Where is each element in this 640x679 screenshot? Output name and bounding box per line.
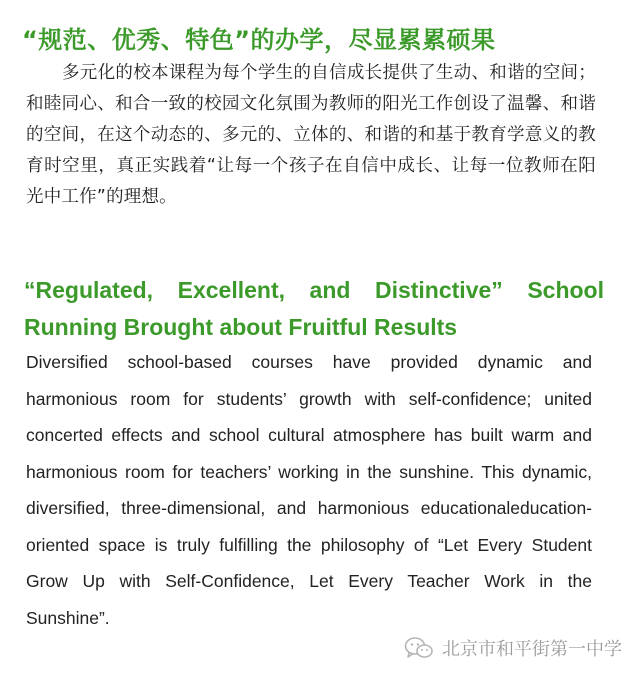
account-watermark: [404, 634, 622, 662]
watermark-text: 北京市和平街第一中学: [442, 639, 622, 660]
english-paragraph: Diversified school-based courses have provided dynamic and harmonious room for students’ growth with self-confidence; united concerted effects and school cultural atmosphere has built warm and harmonious room for teachers’ working in the sunshine. This dynamic, diversified, three-dimensional, and harmonious educationaleducation-oriented space is truly fulfilling the philosophy of “Let Every Student Grow Up with Self-Confidence, Let Every Teacher Work in the Sunshine”.: [26, 352, 592, 628]
english-heading: “Regulated, Excellent, and Distinctive” School Running Brought about Fruitful Results: [24, 277, 604, 340]
wechat-icon: [404, 636, 434, 660]
chinese-heading: “规范、优秀、特色”的办学，尽显累累硕果: [22, 26, 496, 54]
chinese-paragraph: 多元化的校本课程为每个学生的自信成长提供了生动、和谐的空间；和睦同心、和合一致的校园文化氛围为教师的阳光工作创设了温馨、和谐的空间，在这个动态的、多元的、立体的、和谐的和基于教育学意义的教育时空里，真正实践着“让每一个孩子在自信中成长、让每一位教师在阳光中工作”的理想。: [26, 63, 596, 207]
